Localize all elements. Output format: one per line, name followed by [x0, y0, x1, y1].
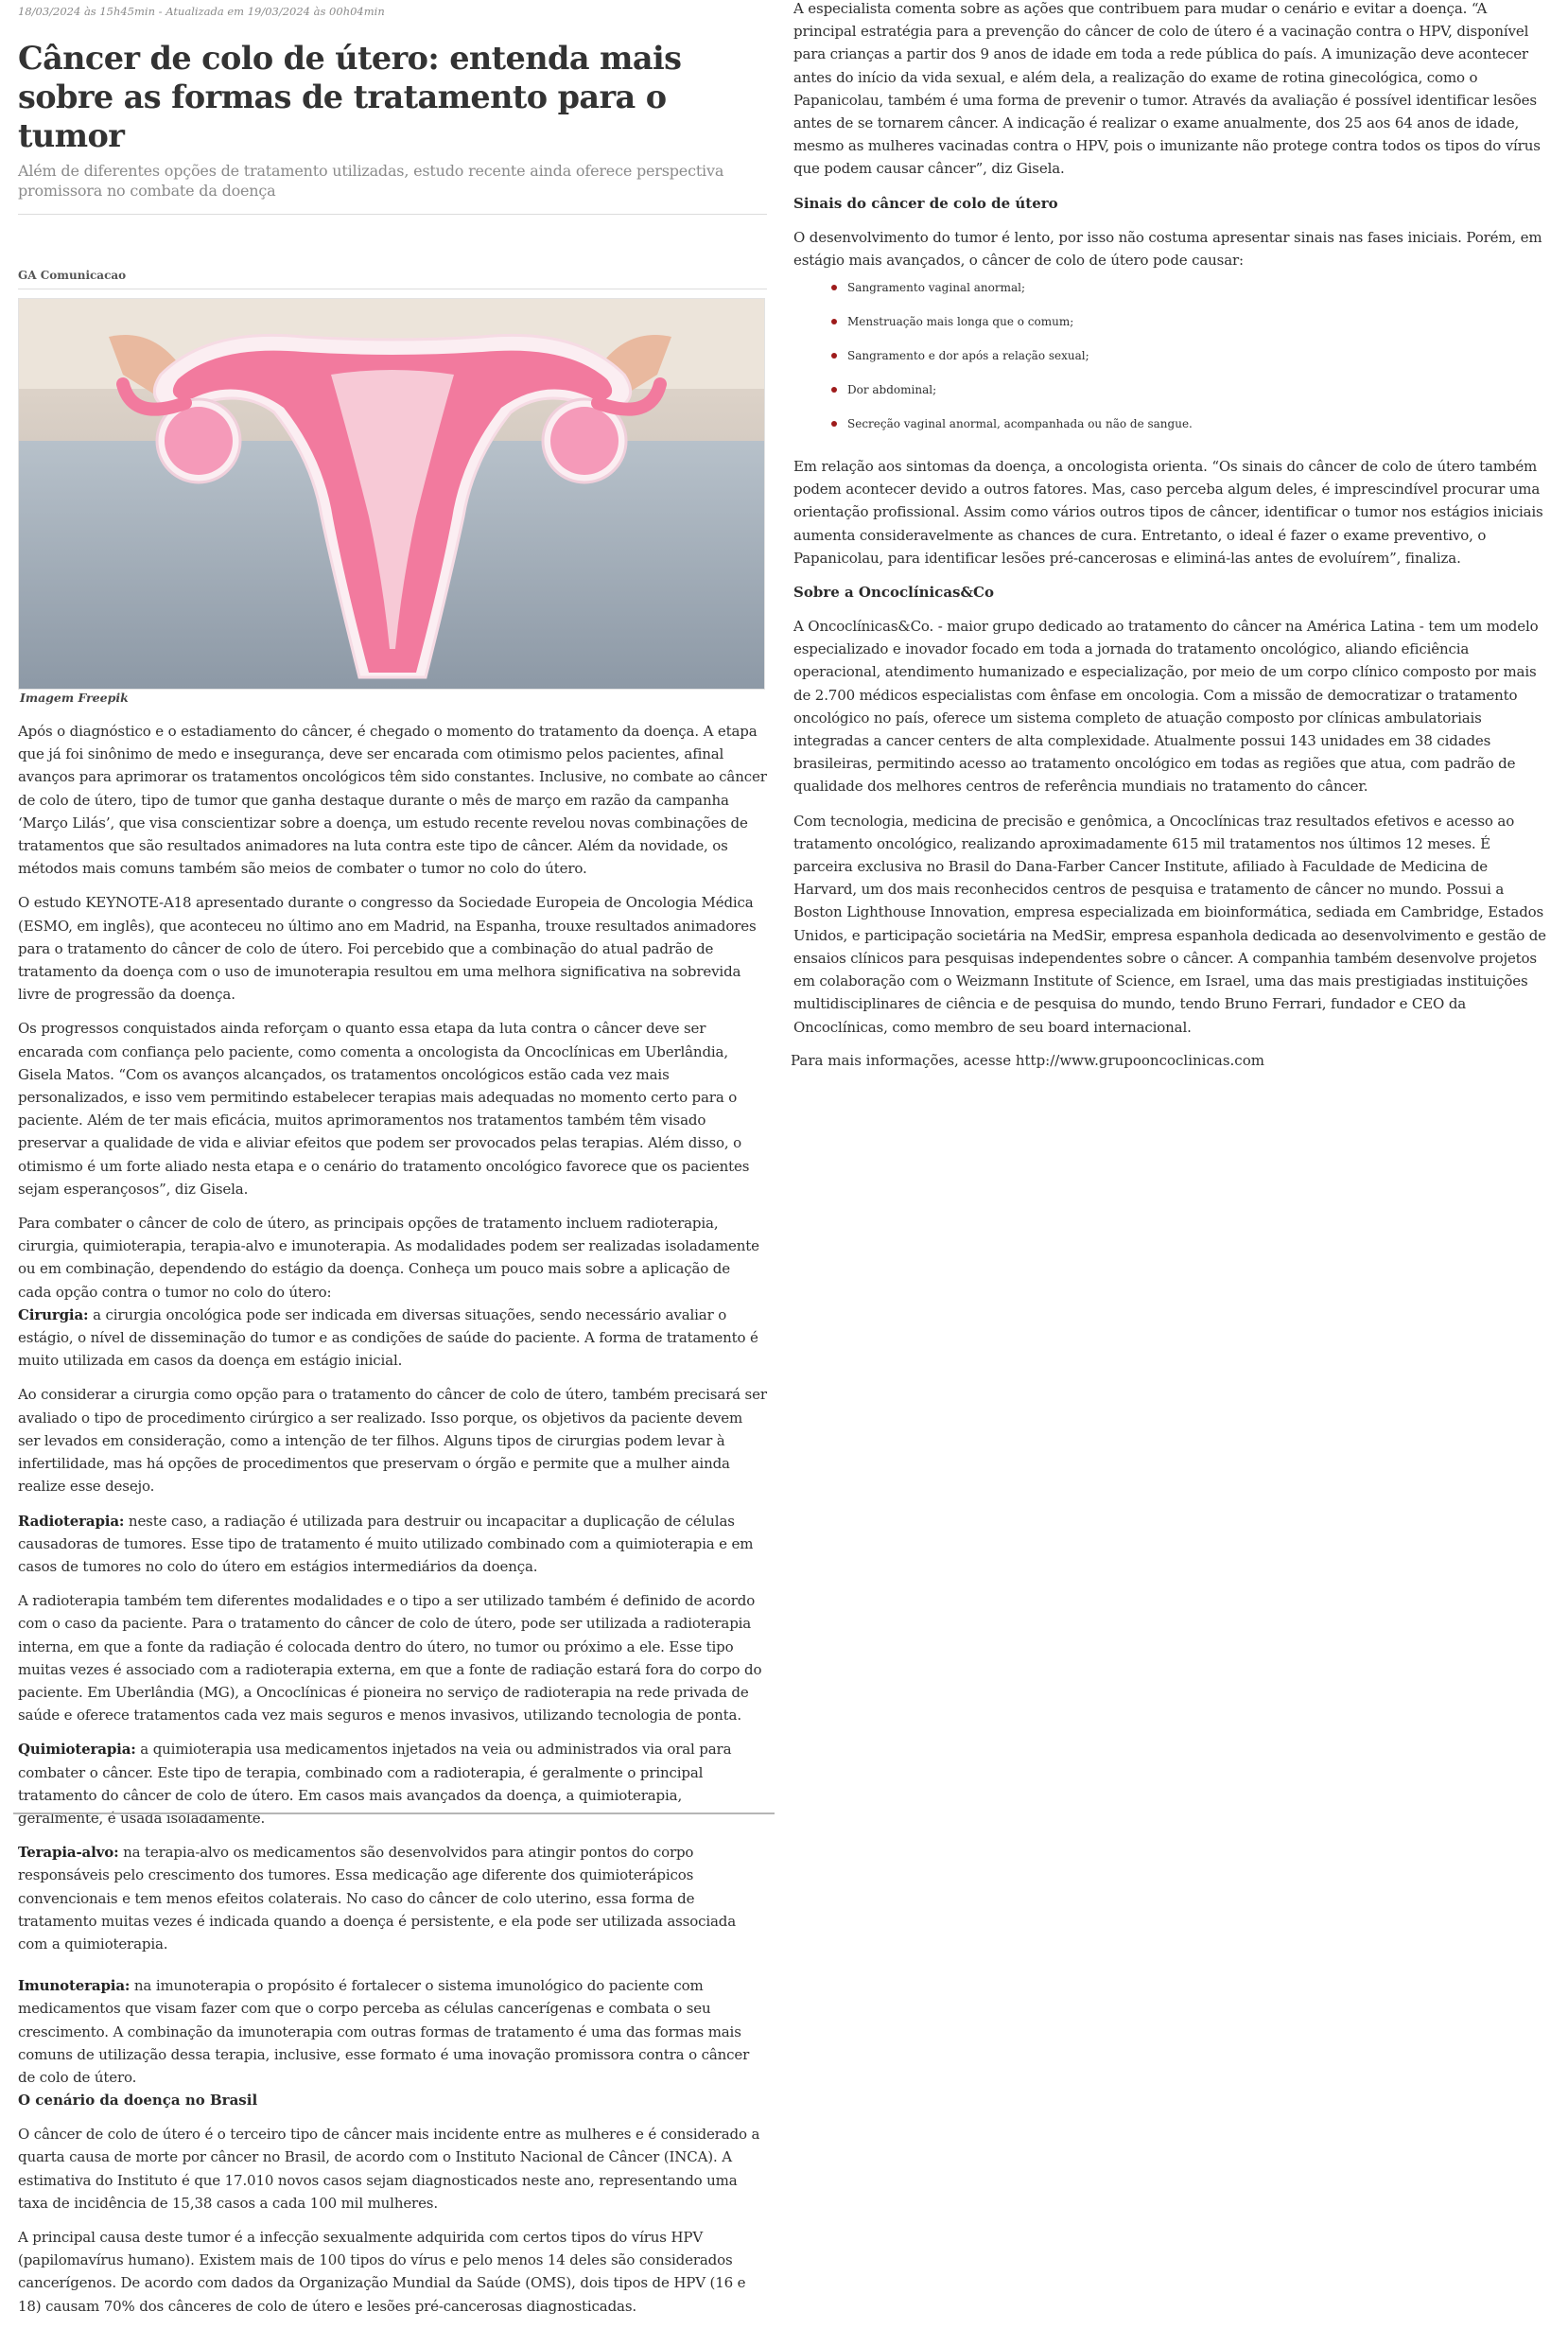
- article-title: Câncer de colo de útero: entenda mais sobre as formas de tratamento para o tumor: [18, 40, 682, 154]
- section-divider: [13, 1812, 775, 1814]
- header-divider: [18, 214, 767, 216]
- paragraph-4: Para combater o câncer de colo de útero, as principais opções de tratamento incluem radioterapia, cirurgia, quimioterapia, terapia-alvo e imunoterapia. As modalidades podem ser realizadas isoladamente ou em combinação, dependendo do estágio da doença. Conheça um pouco mais sobre a aplicação de cada opção contra o tumor no colo do útero:: [18, 1215, 759, 1301]
- list-item: Sangramento e dor após a relação sexual;: [831, 347, 1550, 364]
- terapia-alvo-paragraph: [18, 1841, 767, 1955]
- cirurgia-extra-paragraph: Ao considerar a cirurgia como opção para o tratamento do câncer de colo de útero, também precisará ser avaliado o tipo de procedimento cirúrgico a ser realizado. Isso porque, os objetivos da paciente devem ser levados em consideração, como a intenção de ter filhos. Alguns tipos de cirurgias podem levar à infertilidade, mas há opções de procedimentos que preservam o órgão e permite que a mulher ainda realize esse desejo.: [18, 1386, 767, 1496]
- article-subtitle: Além de diferentes opções de tratamento utilizadas, estudo recente ainda oferece perspectiva promissora no combate da doença: [18, 162, 724, 200]
- imunoterapia-label: Imunoterapia:: [18, 1977, 131, 1995]
- list-item: Menstruação mais longa que o comum;: [831, 313, 1550, 330]
- symptoms-list: [793, 279, 1550, 432]
- sobre-paragraph-2: Com tecnologia, medicina de precisão e genômica, a Oncoclínicas traz resultados efetivos e acesso ao tratamento oncológico, realizando aproximadamente 615 mil tratamentos nos últimos 12 meses. É parceira exclusiva no Brasil do Dana-Farber Cancer Institute, afiliado à Faculdade de Medicina de Harvard, um dos mais reconhecidos centros de pesquisa e tratamento de câncer no mundo. Possui a Boston Lighthouse Innovation, empresa especializada em bioinformática, sediada em Cambridge, Estados Unidos, e participação societária na MedSir, empresa espanhola dedicada ao desenvolvimento e gestão de ensaios clínicos para pesquisas independentes sobre o câncer. A companhia também desenvolve projetos em colaboração com o Weizmann Institute of Science, em Israel, uma das mais prestigiadas instituições multidisciplinares de ciência e de pesquisa do mundo, tendo Bruno Ferrari, fundador e CEO da Oncoclínicas, como membro de seu board internacional.: [793, 812, 1546, 1036]
- radioterapia-label: Radioterapia:: [18, 1512, 125, 1530]
- quimioterapia-text: a quimioterapia usa medicamentos injetados na veia ou administrados via oral para combater o câncer. Este tipo de terapia, combinado com a radioterapia, é geralmente o principal tratamento do câncer de colo de útero. Em casos mais avançados da doença, a quimioterapia, geralmente, é usada isoladamente.: [18, 1741, 732, 1827]
- sobre-paragraph-1: A Oncoclínicas&Co. - maior grupo dedicado ao tratamento do câncer na América Latina - tem um modelo especializado e inovador focado em toda a jornada do tratamento oncológico, aliando eficiência operacional, atendimento humanizado e especialização, por meio de um corpo clínico composto por mais de 2.700 médicos especialistas com ênfase em oncologia. Com a missão de democratizar o tratamento oncológico no país, oferece um sistema completo de atuação composto por clínicas ambulatoriais integradas a cancer centers de alta complexidade. Atualmente possui 143 unidades em 38 cidades brasileiras, permitindo acesso ao tratamento oncológico em todas as regiões que atua, com padrão de qualidade dos melhores centros de referência mundiais no tratamento do câncer.: [793, 618, 1539, 796]
- paragraph-2: O estudo KEYNOTE-A18 apresentado durante o congresso da Sociedade Europeia de Oncologia Médica (ESMO, em inglês), que aconteceu no último ano em Madrid, na Espanha, trouxe resultados animadores para o tratamento do câncer de colo de útero. Foi percebido que a combinação do atual padrão de tratamento da doença com o uso de imunoterapia resultou em uma melhora significativa na sobrevida livre de progressão da doença.: [18, 894, 757, 1004]
- article-dateline: 18/03/2024 às 15h45min - Atualizada em 19/03/2024 às 00h04min: [18, 5, 385, 18]
- cirurgia-label: Cirurgia:: [18, 1305, 89, 1323]
- imunoterapia-paragraph: [18, 1974, 767, 2089]
- list-item: Sangramento vaginal anormal;: [831, 279, 1550, 296]
- right-column: [793, 0, 1550, 1071]
- terapia-alvo-label: Terapia-alvo:: [18, 1844, 119, 1862]
- radioterapia-extra-paragraph: A radioterapia também tem diferentes modalidades e o tipo a ser utilizado também é definido de acordo com o caso da paciente. Para o tratamento do câncer de colo de útero, pode ser utilizada a radioterapia interna, em que a fonte da radiação é colocada dentro do útero, no tumor ou próximo a ele. Esse tipo muitas vezes é associado com a radioterapia externa, em que a fonte de radiação estará fora do corpo do paciente. Em Uberlândia (MG), a Oncoclínicas é pioneira no serviço de radioterapia na rede privada de saúde e oferece tratamentos cada vez mais seguros e menos invasivos, utilizando tecnologia de ponta.: [18, 1592, 762, 1725]
- quimioterapia-label: Quimioterapia:: [18, 1741, 136, 1759]
- cirurgia-paragraph: [18, 1304, 767, 1373]
- more-info-link[interactable]: Para mais informações, acesse http://www.grupooncoclinicas.com: [791, 1051, 1264, 1069]
- sinais-heading: Sinais do câncer de colo de útero: [793, 194, 1058, 212]
- quimioterapia-paragraph: [18, 1738, 767, 1830]
- left-column: [18, 0, 767, 2329]
- right-paragraph-1: A especialista comenta sobre as ações que contribuem para mudar o cenário e evitar a doença. “A principal estratégia para a prevenção do câncer de colo de útero é a vacinação contra o HPV, disponível para crianças a partir dos 9 anos de idade em toda a rede pública do país. A imunização deve acontecer antes do início da vida sexual, e além dela, a realização do exame de rotina ginecológica, como o Papanicolau, também é uma forma de prevenir o tumor. Através da avaliação é possível identificar lesões antes de se tornarem câncer. A indicação é realizar o exame anualmente, dos 25 aos 64 anos de idade, mesmo as mulheres vacinadas contra o HPV, pois o imunizante não protege contra todos os tipos do vírus que podem causar câncer”, diz Gisela.: [793, 0, 1541, 178]
- sinais-intro: O desenvolvimento do tumor é lento, por isso não costuma apresentar sinais nas fases iniciais. Porém, em estágio mais avançados, o câncer de colo de útero pode causar:: [793, 228, 1542, 269]
- right-paragraph-2: Em relação aos sintomas da doença, a oncologista orienta. “Os sinais do câncer de colo de útero também podem acontecer devido a outros fatores. Mas, caso perceba algum deles, é imprescindível procurar uma orientação profissional. Assim como vários outros tipos de câncer, identificar o tumor nos estágios iniciais aumenta consideravelmente as chances de cura. Entretanto, o ideal é fazer o exame preventivo, o Papanicolau, para identificar lesões pré-cancerosas e eliminá-las antes de evoluírem”, finaliza.: [793, 458, 1543, 567]
- image-caption: Imagem Freepik: [20, 691, 129, 705]
- imunoterapia-text: na imunoterapia o propósito é fortalecer o sistema imunológico do paciente com medicamentos que visam fazer com que o corpo perceba as células cancerígenas e combata o seu crescimento. A combinação da imunoterapia com outras formas de tratamento é uma das formas mais comuns de utilização dessa terapia, inclusive, esse formato é uma inovação promissora contra o câncer de colo de útero.: [18, 1977, 750, 2086]
- article-image: [18, 298, 765, 690]
- paragraph-1: Após o diagnóstico e o estadiamento do câncer, é chegado o momento do tratamento da doença. A etapa que já foi sinônimo de medo e insegurança, deve ser encarada com otimismo pelos pacientes, afinal avanços para aprimorar os tratamentos oncológicos têm sido constantes. Inclusive, no combate ao câncer de colo de útero, tipo de tumor que ganha destaque durante o mês de março em razão da campanha ‘Março Lilás’, que visa conscientizar sobre a doença, um estudo recente revelou novas combinações de tratamentos que são resultados animadores na luta contra este tipo de câncer. Além da novidade, os métodos mais comuns também são meios de combater o tumor no colo do útero.: [18, 723, 767, 878]
- list-item: Dor abdominal;: [831, 381, 1550, 398]
- paragraph-3: Os progressos conquistados ainda reforçam o quanto essa etapa da luta contra o câncer deve ser encarada com confiança pelo paciente, como comenta a oncologista da Oncoclínicas em Uberlândia, Gisela Matos. “Com os avanços alcançados, os tratamentos oncológicos estão cada vez mais personalizados, e isso vem permitindo estabelecer terapias mais adequadas no momento certo para o paciente. Além de ter mais eficácia, muitos aprimoramentos nos tratamentos também têm visado preservar a qualidade de vida e aliviar efeitos que podem ser provocados pelas terapias. Além disso, o otimismo é um forte aliado nesta etapa e o cenário do tratamento oncológico favorece que os pacientes sejam esperançosos”, diz Gisela.: [18, 1020, 750, 1198]
- cirurgia-text: a cirurgia oncológica pode ser indicada em diversas situações, sendo necessário avaliar o estágio, o nível de disseminação do tumor e as condições de saúde do paciente. A forma de tratamento é muito utilizada em casos da doença em estágio inicial.: [18, 1305, 758, 1370]
- uterus-illustration: [19, 299, 764, 689]
- article-author: GA Comunicacao: [18, 269, 127, 282]
- sobre-heading: Sobre a Oncoclínicas&Co: [793, 584, 994, 602]
- cenario-paragraph-2: A principal causa deste tumor é a infecção sexualmente adquirida com certos tipos do vírus HPV (papilomavírus humano). Existem mais de 100 tipos do vírus e pelo menos 14 deles são considerados cancerígenos. De acordo com dados da Organização Mundial da Saúde (OMS), dois tipos de HPV (16 e 18) causam 70% dos cânceres de colo de útero e lesões pré-cancerosas diagnosticadas.: [18, 2228, 746, 2315]
- list-item: Secreção vaginal anormal, acompanhada ou não de sangue.: [831, 415, 1550, 432]
- terapia-alvo-text: na terapia-alvo os medicamentos são desenvolvidos para atingir pontos do corpo responsáveis pelo crescimento dos tumores. Essa medicação age diferente dos quimioterápicos convencionais e tem menos efeitos colaterais. No caso do câncer de colo uterino, essa forma de tratamento muitas vezes é indicada quando a doença é persistente, e ela pode ser utilizada associada com a quimioterapia.: [18, 1844, 737, 1953]
- radioterapia-paragraph: [18, 1510, 767, 1579]
- radioterapia-text: neste caso, a radiação é utilizada para destruir ou incapacitar a duplicação de células causadoras de tumores. Esse tipo de tratamento é muito utilizado combinado com a quimioterapia e em casos de tumores no colo do útero em estágios intermediários da doença.: [18, 1512, 754, 1575]
- cenario-heading: O cenário da doença no Brasil: [18, 2092, 258, 2110]
- cenario-paragraph-1: O câncer de colo de útero é o terceiro tipo de câncer mais incidente entre as mulheres e é considerado a quarta causa de morte por câncer no Brasil, de acordo com o Instituto Nacional de Câncer (INCA). A estimativa do Instituto é que 17.010 novos casos sejam diagnosticados neste ano, representando uma taxa de incidência de 15,38 casos a cada 100 mil mulheres.: [18, 2126, 760, 2212]
